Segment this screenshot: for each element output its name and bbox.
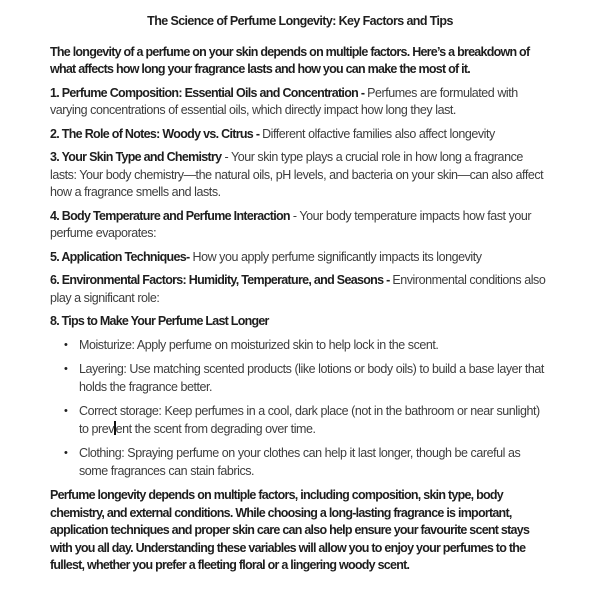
section-4-body: - Your body temperature impacts how fast your perfume evaporates: (50, 208, 532, 240)
section-paragraph-4[interactable] (50, 208, 550, 243)
section-1-heading: 1. Perfume Composition: Essential Oils and Concentration - (50, 85, 368, 100)
section-paragraph-6[interactable] (50, 272, 550, 307)
tips-list (50, 337, 550, 481)
section-5-body: How you apply perfume significantly impacts its longevity (189, 249, 482, 264)
section-paragraph-2[interactable] (50, 126, 550, 144)
conclusion-paragraph[interactable]: Perfume longevity depends on multiple factors, including composition, skin type, body chemistry, and external conditions. While choosing a long-lasting fragrance is important, application techniques and proper skin care can also help ensure your favourite scent stays with you all day. Understanding these variables will allow you to enjoy your perfumes to the fullest, whether you prefer a fleeting floral or a lingering woody scent. (50, 488, 530, 572)
section-2-heading: 2. The Role of Notes: Woody vs. Citrus - (50, 126, 263, 141)
section-5-heading: 5. Application Techniques- (50, 249, 190, 264)
list-item-text (79, 403, 550, 438)
intro-paragraph[interactable]: The longevity of a perfume on your skin depends on multiple factors. Here’s a breakdown of what affects how long your fragrance lasts and how you can make the most of it. (50, 44, 530, 76)
bullet-icon: • (64, 447, 68, 459)
list-item-layering[interactable] (50, 361, 550, 396)
bullet-icon: • (64, 405, 68, 417)
section-paragraph-3[interactable] (50, 149, 550, 202)
section-6-heading: 6. Environmental Factors: Humidity, Temperature, and Seasons - (50, 273, 393, 287)
section-2-body: Different olfactive families also affect longevity (262, 126, 495, 141)
bullet-icon: • (64, 338, 68, 351)
list-item-clothing[interactable] (50, 445, 550, 480)
section-4-heading: 4. Body Temperature and Perfume Interaction (50, 208, 290, 223)
list-item-text: Moisturize: Apply perfume on moisturized skin to help lock in the scent. (79, 337, 439, 352)
section-3-heading: 3. Your Skin Type and Chemistry (50, 150, 222, 164)
section-paragraph-5[interactable] (50, 249, 550, 267)
text-before-caret: Correct storage: Keep perfumes in a cool, dark place (not in the bathroom or near sunlight) to prev (79, 404, 540, 436)
bullet-icon: • (64, 363, 68, 375)
section-3-body: - Your skin type plays a crucial role in how long a fragrance lasts: Your body chemistry—the natural oils, pH levels, and bacteria on your skin—can also affect how a fragrance smells and lasts. (50, 150, 544, 199)
list-item-moisturize[interactable] (50, 337, 550, 355)
list-item-text: Clothing: Spraying perfume on your clothes can help it last longer, though be careful as some fragrances can stain fabrics. (79, 446, 521, 478)
text-after-caret: ent the scent from degrading over time. (115, 421, 316, 436)
list-item-correct-storage[interactable] (50, 403, 550, 438)
list-item-text: Layering: Use matching scented products (like lotions or body oils) to build a base layer that holds the fragrance better. (79, 362, 544, 394)
section-paragraph-1[interactable] (50, 85, 550, 120)
section-6-body: Environmental conditions also play a significant role: (50, 273, 546, 305)
tips-heading[interactable]: 8. Tips to Make Your Perfume Last Longer (50, 314, 269, 328)
section-1-body: Perfumes are formulated with varying concentrations of essential oils, which directly impact how long they last. (50, 85, 518, 117)
document-title[interactable]: The Science of Perfume Longevity: Key Factors and Tips (147, 14, 453, 28)
